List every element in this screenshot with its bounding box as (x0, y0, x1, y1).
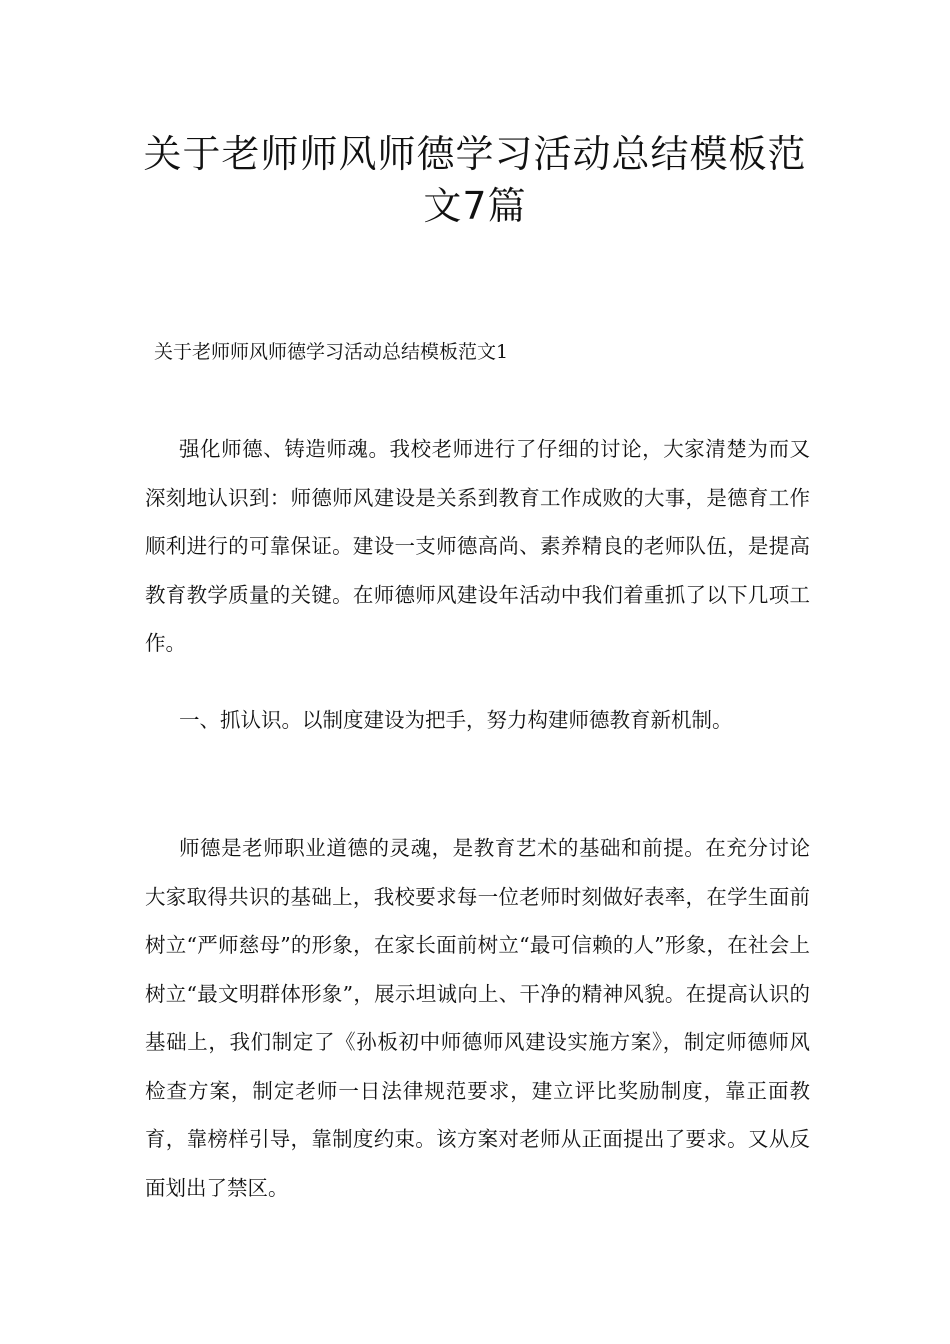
section-heading: 关于老师师风师德学习活动总结模板范文1 (154, 341, 509, 363)
document-title: 关于老师师风师德学习活动总结模板范文7篇 (143, 132, 807, 228)
paragraph-3: 师德是老师职业道德的灵魂，是教育艺术的基础和前提。在充分讨论大家取得共识的基础上，我校要求每一位老师时刻做好表率，在学生面前树立“严师慈母”的形象，在家长面前树立“最可信赖的人”形象，在社会上树立“最文明群体形象”，展示坦诚向上、干净的精神风貌。在提高认识的基础上，我们制定了《孙板初中师德师风建设实施方案》，制定师德师风检查方案，制定老师一日法律规范要求，建立评比奖励制度，靠正面教育，靠榜样引导，靠制度约束。该方案对老师从正面提出了要求。又从反面划出了禁区。 (145, 836, 810, 1200)
paragraph-2: 一、抓认识。以制度建设为把手，努力构建师德教育新机制。 (179, 708, 733, 732)
paragraph-1: 强化师德、铸造师魂。我校老师进行了仔细的讨论，大家清楚为而又深刻地认识到：师德师风建设是关系到教育工作成败的大事，是德育工作顺利进行的可靠保证。建设一支师德高尚、素养精良的老师队伍，是提高教育教学质量的关键。在师德师风建设年活动中我们着重抓了以下几项工作。 (145, 437, 810, 655)
